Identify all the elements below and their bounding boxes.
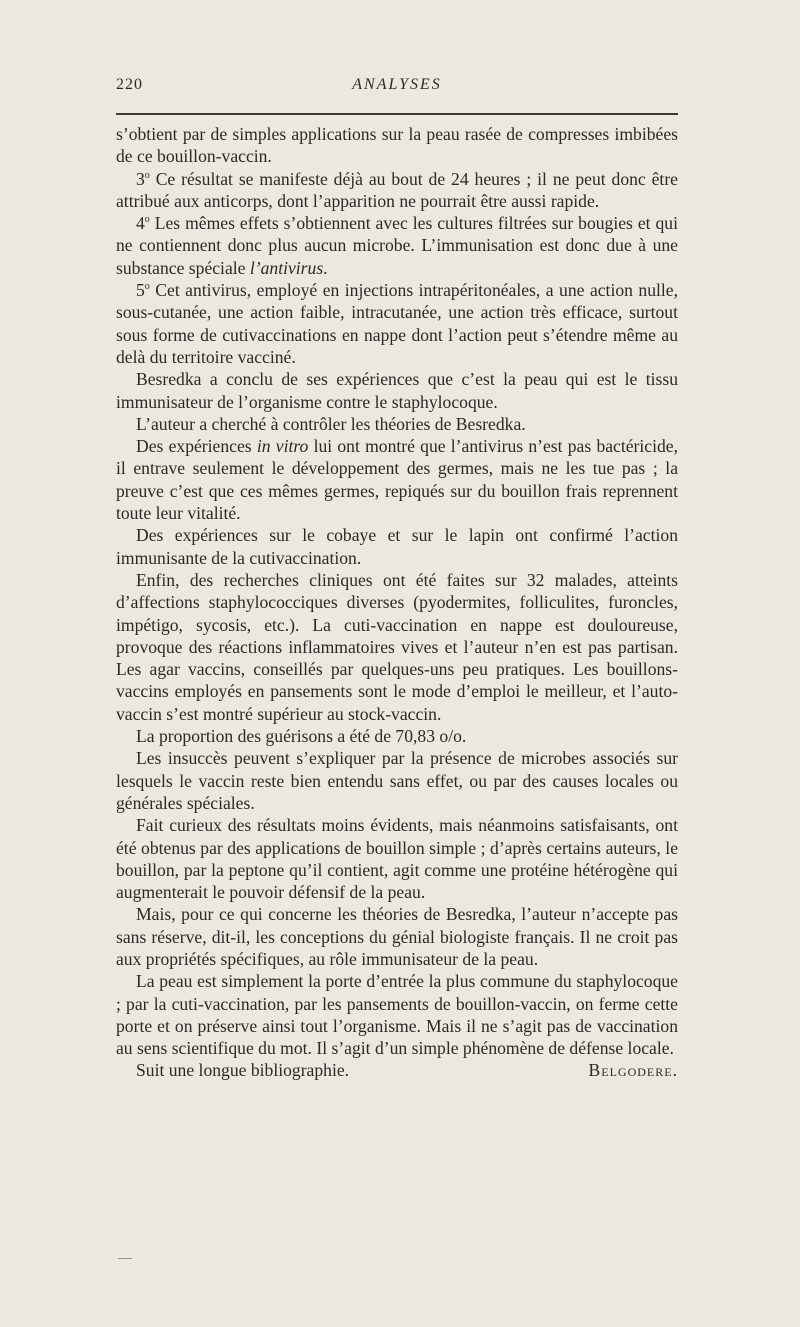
paragraph: La peau est simplement la porte d’entrée la plus commune du staphylocoque ; par la cuti-vaccination, par les pansements de bouillon-vaccin, on ferme cette porte et on préserve ainsi tout l’organisme. Mais il ne s’agit pas de vaccination au sens scientifique du mot. Il s’agit d’un simple phénomène de défense locale. — [116, 971, 678, 1059]
paragraph-continuation: s’obtient par de simples applications sur la peau rasée de compresses imbibées de ce bouillon-vaccin. — [116, 124, 678, 167]
paragraph-point-4: 4$^o$ Les mêmes effets s’obtiennent avec les cultures filtrées sur bougies et qui ne contiennent donc plus aucun microbe. L’immunisation est donc due à une substance spéciale l’antivirus. — [116, 213, 678, 278]
paragraph: Les insuccès peuvent s’expliquer par la présence de microbes associés sur lesquels le vaccin reste bien entendu sans effet, ou par des causes locales ou générales spéciales. — [116, 748, 678, 813]
italic-term-in-vitro: in vitro — [256, 436, 309, 457]
paragraph: Besredka a conclu de ses expériences que c’est la peau qui est le tissu immunisateur de l’organisme contre le staphylocoque. — [116, 369, 678, 412]
author-signature: Belgodere. — [588, 1060, 678, 1081]
article-body — [116, 123, 678, 1082]
paragraph: Fait curieux des résultats moins évidents, mais néanmoins satisfaisants, ont été obtenus par des applications de bouillon simple ; d’après certains auteurs, le bouillon, par la peptone qu’il contient, agit comme une protéine hétérogène qui augmenterait le pouvoir défensif de la peau. — [116, 815, 678, 903]
italic-term-antivirus: l’antivirus — [249, 257, 324, 278]
running-title: ANALYSES — [352, 76, 442, 93]
closing-line — [116, 1059, 678, 1081]
paragraph: Mais, pour ce qui concerne les théories de Besredka, l’auteur n’accepte pas sans réserve, dit-il, les conceptions du génial biologiste français. Il ne croit pas aux propriétés spécifiques, au rôle immunisateur de la peau. — [116, 904, 678, 969]
paragraph-in-vitro: Des expériences in vitro lui ont montré que l’antivirus n’est pas bactéricide, il entrave seulement le développement des germes, mais ne les tue pas ; la preuve c’est que ces mêmes germes, repiqués sur du bouillon frais reprennent toute leur vitalité. — [116, 436, 679, 524]
footer-mark — [118, 1258, 132, 1259]
page-header — [116, 76, 678, 100]
paragraph: Enfin, des recherches cliniques ont été faites sur 32 malades, atteints d’affections staphylococciques diverses (pyodermites, folliculites, furoncles, impétigo, sycosis, etc.). La cuti-vaccination en nappe est douloureuse, provoque des réactions inflammatoires vives et l’auteur n’en est pas partisan. Les agar vaccins, conseillés par quelques-uns peu pratiques. Les bouillons-vaccins employés en pansements sont le mode d’emploi le meilleur, et l’auto-vaccin s’est montré supérieur au stock-vaccin. — [116, 569, 678, 724]
closing-text: Suit une longue bibliographie. — [136, 1060, 350, 1081]
paragraph-point-5: 5$^o$ Cet antivirus, employé en injections intrapéritonéales, a une action nulle, sous-cutanée, une action faible, intracutanée, une action très efficace, surtout sous forme de cutivaccinations en nappe dont l’action peut s’étendre même au delà du territoire vacciné. — [116, 280, 678, 367]
paragraph: Des expériences sur le cobaye et sur le lapin ont confirmé l’action immunisante de la cutivaccination. — [116, 525, 678, 568]
page-number: 220 — [116, 76, 143, 93]
paragraph-point-3: 3$^o$ Ce résultat se manifeste déjà au bout de 24 heures ; il ne peut donc être attribué aux anticorps, dont l’apparition ne pourrait être aussi rapide. — [116, 168, 678, 211]
paragraph: La proportion des guérisons a été de 70,83 o/o. — [136, 726, 467, 747]
paragraph: L’auteur a cherché à contrôler les théories de Besredka. — [136, 413, 526, 434]
header-rule — [116, 113, 678, 115]
